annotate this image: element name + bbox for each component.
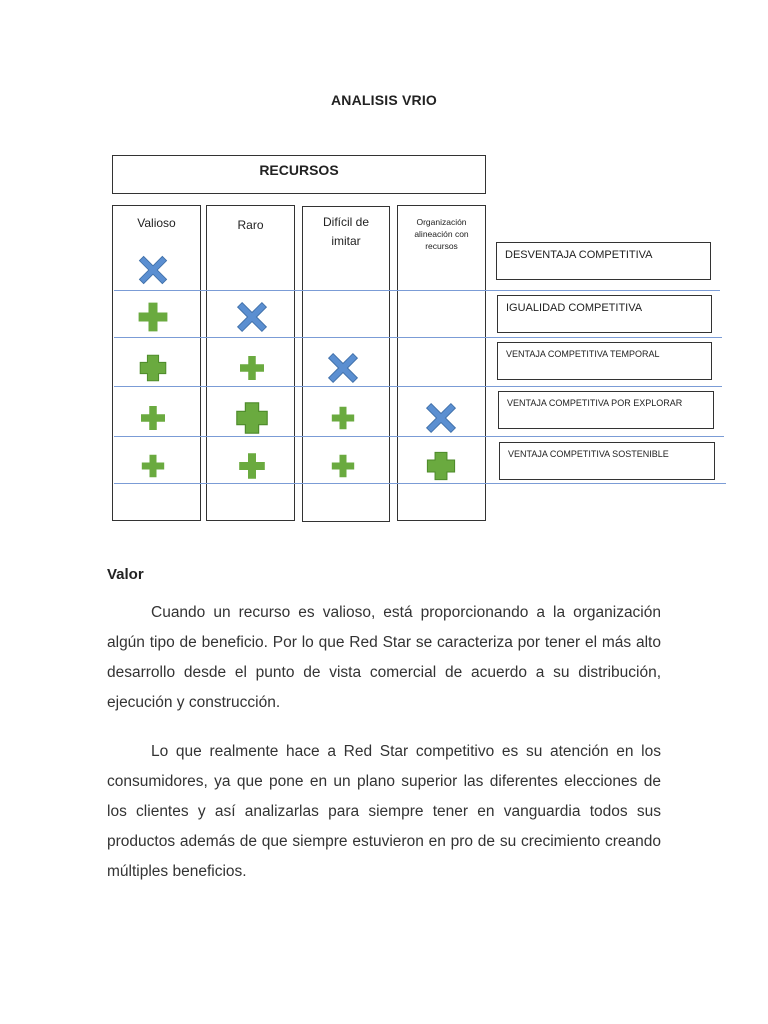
- row-divider: [114, 483, 726, 484]
- row-divider: [114, 290, 720, 291]
- outcome-desventaja: [496, 242, 711, 280]
- plus-icon: [135, 299, 171, 335]
- page-title: ANALISIS VRIO: [330, 92, 438, 108]
- plus-icon: [139, 452, 167, 480]
- paragraph-2: Lo que realmente hace a Red Star competitivo es su atención en los consumidores, ya que pone en un plano superior las diferentes elecciones de los clientes y así analizarlas para siempre tener en vanguardia todos sus productos además de que siempre estuvieron en pro de su crecimiento creando múltiples beneficios.: [107, 743, 661, 880]
- plus-icon: [233, 399, 271, 437]
- outcome-label: VENTAJA COMPETITIVA SOSTENIBLE: [508, 449, 669, 459]
- column-label-valioso: Valioso: [137, 216, 176, 230]
- column-label-organizacion: Organización alineación con recursos: [414, 217, 469, 251]
- row-divider: [114, 386, 722, 387]
- row-divider: [114, 436, 724, 437]
- column-label-dificil-imitar: Difícil de imitar: [322, 215, 369, 248]
- plus-icon: [137, 352, 169, 384]
- row-divider: [114, 337, 722, 338]
- outcome-por-explorar: [498, 391, 714, 429]
- plus-icon: [329, 452, 357, 480]
- plus-icon: [138, 403, 168, 433]
- outcome-temporal: [497, 342, 712, 380]
- plus-icon: [329, 404, 357, 432]
- column-label-raro: Raro: [237, 218, 264, 232]
- outcome-label: VENTAJA COMPETITIVA POR EXPLORAR: [507, 398, 683, 408]
- outcome-label: IGUALIDAD COMPETITIVA: [506, 302, 643, 314]
- cross-icon: [423, 400, 459, 436]
- outcome-sostenible: [499, 442, 715, 480]
- cross-icon: [136, 253, 170, 287]
- outcome-label: DESVENTAJA COMPETITIVA: [505, 249, 653, 261]
- cross-icon: [325, 350, 361, 386]
- cross-icon: [234, 299, 270, 335]
- plus-icon: [237, 353, 267, 383]
- section-heading-valor: Valor: [107, 566, 144, 583]
- outcome-igualdad: [497, 295, 712, 333]
- recursos-header-box: [112, 155, 486, 194]
- plus-icon: [236, 450, 268, 482]
- plus-icon: [424, 449, 458, 483]
- outcome-label: VENTAJA COMPETITIVA TEMPORAL: [506, 349, 660, 359]
- recursos-label: RECURSOS: [259, 162, 339, 178]
- paragraph-1: Cuando un recurso es valioso, está proporcionando a la organización algún tipo de beneficio. Por lo que Red Star se caracteriza por tener el más alto desarrollo desde el punto de vista comercial de acuerdo a su distribución, ejecución y construcción.: [107, 604, 661, 711]
